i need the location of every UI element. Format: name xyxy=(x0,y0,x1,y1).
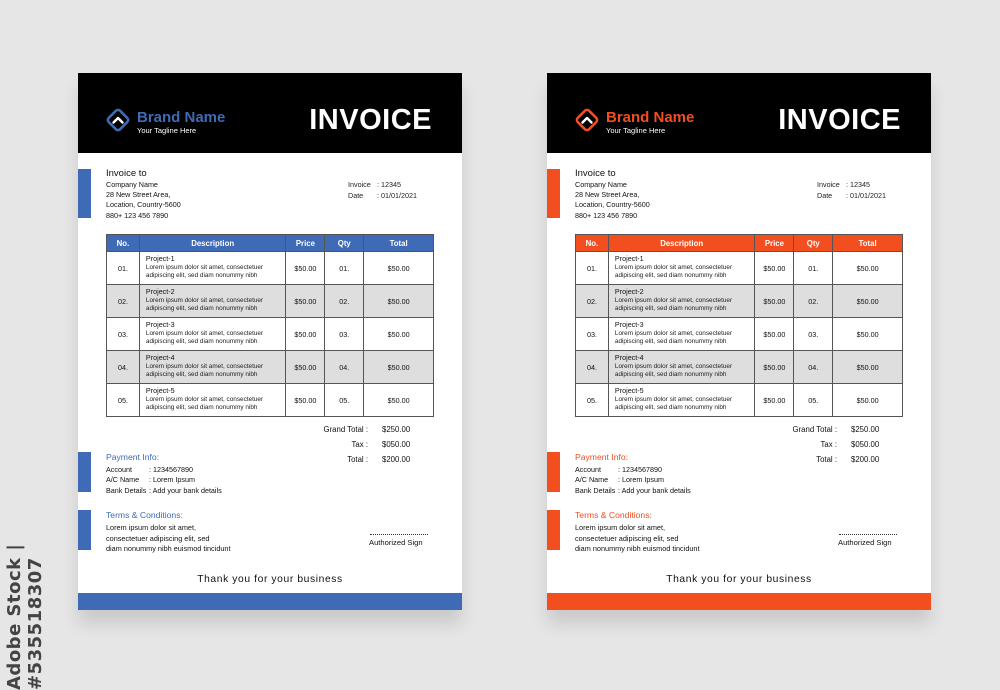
invoice-header xyxy=(547,73,931,153)
table-row xyxy=(576,384,903,417)
header-qty: Qty xyxy=(794,235,833,252)
invoice-to-heading: Invoice to xyxy=(575,168,616,179)
terms-line: Lorem ipsum dolor sit amet, xyxy=(106,523,197,532)
accent-bar xyxy=(547,169,560,218)
row-description xyxy=(608,285,755,318)
payment-info xyxy=(106,452,222,496)
row-price: $50.00 xyxy=(286,285,325,318)
row-total: $50.00 xyxy=(833,318,903,351)
tax-value: $050.00 xyxy=(851,440,880,449)
invoice-number-value: : 12345 xyxy=(846,180,870,189)
project-desc: adipiscing elit, sed diam nonummy nibh xyxy=(145,371,258,379)
row-price: $50.00 xyxy=(286,384,325,417)
row-no: 01. xyxy=(107,252,140,285)
invoice-to-block xyxy=(575,168,650,221)
row-qty: 02. xyxy=(325,285,364,318)
row-no: 04. xyxy=(107,351,140,384)
project-desc: adipiscing elit, sed diam nonummy nibh xyxy=(145,272,258,280)
bank-label: Bank Details xyxy=(106,485,147,495)
row-description xyxy=(139,351,286,384)
invoice-to-block xyxy=(106,168,181,221)
bank-value: : Add your bank details xyxy=(618,485,691,495)
row-no: 03. xyxy=(107,318,140,351)
project-desc: adipiscing elit, sed diam nonummy nibh xyxy=(145,404,258,412)
account-value: : 1234567890 xyxy=(618,465,662,474)
terms-line: Lorem ipsum dolor sit amet, xyxy=(575,523,666,532)
row-description xyxy=(608,318,755,351)
street-address: 28 New Street Area, xyxy=(575,190,640,200)
accent-bar xyxy=(78,169,91,218)
row-qty: 01. xyxy=(325,252,364,285)
signature-label: Authorized Sign xyxy=(838,538,892,547)
row-description xyxy=(608,351,755,384)
row-qty: 05. xyxy=(325,384,364,417)
signature-line xyxy=(370,534,428,535)
row-qty: 03. xyxy=(794,318,833,351)
project-desc: adipiscing elit, sed diam nonummy nibh xyxy=(614,338,727,346)
row-qty: 04. xyxy=(325,351,364,384)
row-price: $50.00 xyxy=(755,318,794,351)
location: Location, Country-5600 xyxy=(575,200,650,210)
row-description xyxy=(139,318,286,351)
header-price: Price xyxy=(755,235,794,252)
row-no: 03. xyxy=(576,318,609,351)
row-total: $50.00 xyxy=(364,252,434,285)
row-description xyxy=(608,252,755,285)
row-qty: 04. xyxy=(794,351,833,384)
date-value: : 01/01/2021 xyxy=(377,190,417,200)
table-row xyxy=(576,351,903,384)
project-desc: adipiscing elit, sed diam nonummy nibh xyxy=(145,338,258,346)
row-no: 05. xyxy=(576,384,609,417)
phone: 880+ 123 456 7890 xyxy=(106,210,169,220)
row-total: $50.00 xyxy=(364,318,434,351)
terms-block xyxy=(575,510,700,555)
accent-bar xyxy=(547,452,560,492)
row-total: $50.00 xyxy=(833,285,903,318)
invoice-to-heading: Invoice to xyxy=(106,168,147,179)
project-desc: adipiscing elit, sed diam nonummy nibh xyxy=(614,404,727,412)
terms-line: diam nonummy nibh euismod tincidunt xyxy=(106,544,231,553)
project-name: Project-2 xyxy=(145,287,175,297)
payment-info xyxy=(575,452,691,496)
row-total: $50.00 xyxy=(833,384,903,417)
row-qty: 02. xyxy=(794,285,833,318)
row-qty: 03. xyxy=(325,318,364,351)
project-name: Project-5 xyxy=(145,386,175,396)
thank-you-message: Thank you for your business xyxy=(666,574,812,585)
row-price: $50.00 xyxy=(755,252,794,285)
row-price: $50.00 xyxy=(286,318,325,351)
grand-total-value: $250.00 xyxy=(382,425,411,434)
row-price: $50.00 xyxy=(755,384,794,417)
grand-total-label: Grand Total : xyxy=(792,425,837,434)
company-name: Company Name xyxy=(106,180,158,189)
payment-heading: Payment Info: xyxy=(575,452,629,462)
items-table xyxy=(106,234,434,417)
project-name: Project-1 xyxy=(145,254,175,264)
row-description xyxy=(139,384,286,417)
table-row xyxy=(576,318,903,351)
bank-value: : Add your bank details xyxy=(149,485,222,495)
table-row xyxy=(107,384,434,417)
project-desc: Lorem ipsum dolor sit amet, consectetuer xyxy=(145,263,264,271)
row-total: $50.00 xyxy=(364,351,434,384)
project-name: Project-3 xyxy=(614,320,644,330)
project-desc: Lorem ipsum dolor sit amet, consectetuer xyxy=(614,362,733,370)
header-no: No. xyxy=(107,235,140,252)
row-no: 01. xyxy=(576,252,609,285)
row-price: $50.00 xyxy=(755,285,794,318)
invoice-number-label: Invoice xyxy=(348,180,371,189)
project-desc: Lorem ipsum dolor sit amet, consectetuer xyxy=(145,329,264,337)
total-label: Total : xyxy=(347,455,368,464)
grand-total-label: Grand Total : xyxy=(323,425,368,434)
location: Location, Country-5600 xyxy=(106,200,181,210)
terms-line: consectetuer adipiscing elit, sed xyxy=(575,533,679,543)
invoice-page-orange xyxy=(547,73,931,610)
tax-label: Tax : xyxy=(820,440,837,449)
project-name: Project-3 xyxy=(145,320,175,330)
account-label: Account xyxy=(106,465,132,474)
invoice-meta xyxy=(348,180,417,201)
signature-label: Authorized Sign xyxy=(369,538,423,547)
project-desc: adipiscing elit, sed diam nonummy nibh xyxy=(614,272,727,280)
project-desc: Lorem ipsum dolor sit amet, consectetuer xyxy=(614,263,733,271)
row-description xyxy=(139,252,286,285)
terms-heading: Terms & Conditions: xyxy=(106,510,183,520)
brand-tagline: Your Tagline Here xyxy=(606,126,666,135)
row-no: 02. xyxy=(576,285,609,318)
header-total: Total xyxy=(364,235,434,252)
project-name: Project-4 xyxy=(614,353,644,363)
row-total: $50.00 xyxy=(833,252,903,285)
stock-id-watermark: Adobe Stock | #535518307 xyxy=(4,543,46,690)
tax-value: $050.00 xyxy=(382,440,411,449)
table-row xyxy=(576,285,903,318)
row-qty: 05. xyxy=(794,384,833,417)
header-total: Total xyxy=(833,235,903,252)
totals-block xyxy=(304,422,414,467)
acname-label: A/C Name xyxy=(106,475,140,485)
header-no: No. xyxy=(576,235,609,252)
company-name: Company Name xyxy=(575,180,627,189)
header-description: Description xyxy=(139,235,286,252)
table-row xyxy=(107,285,434,318)
row-no: 04. xyxy=(576,351,609,384)
table-row xyxy=(576,252,903,285)
header-qty: Qty xyxy=(325,235,364,252)
invoice-title: INVOICE xyxy=(778,104,901,136)
row-total: $50.00 xyxy=(833,351,903,384)
row-price: $50.00 xyxy=(286,252,325,285)
project-desc: Lorem ipsum dolor sit amet, consectetuer xyxy=(145,296,264,304)
accent-bar xyxy=(78,510,91,550)
project-desc: Lorem ipsum dolor sit amet, consectetuer xyxy=(145,395,264,403)
row-no: 05. xyxy=(107,384,140,417)
total-label: Total : xyxy=(816,455,837,464)
row-description xyxy=(608,384,755,417)
header-price: Price xyxy=(286,235,325,252)
project-desc: Lorem ipsum dolor sit amet, consectetuer xyxy=(614,329,733,337)
brand-logo-icon xyxy=(105,107,131,133)
accent-bar xyxy=(78,452,91,492)
table-row xyxy=(107,351,434,384)
row-price: $50.00 xyxy=(286,351,325,384)
tax-label: Tax : xyxy=(351,440,368,449)
date-value: : 01/01/2021 xyxy=(846,190,886,200)
table-row xyxy=(107,252,434,285)
payment-heading: Payment Info: xyxy=(106,452,160,462)
account-value: : 1234567890 xyxy=(149,465,193,474)
project-desc: adipiscing elit, sed diam nonummy nibh xyxy=(145,305,258,313)
terms-heading: Terms & Conditions: xyxy=(575,510,652,520)
accent-bar xyxy=(547,510,560,550)
total-value: $200.00 xyxy=(851,455,880,464)
terms-line: diam nonummy nibh euismod tincidunt xyxy=(575,544,700,553)
row-qty: 01. xyxy=(794,252,833,285)
acname-label: A/C Name xyxy=(575,475,609,485)
invoice-header xyxy=(78,73,462,153)
footer-bar xyxy=(547,593,931,610)
project-name: Project-1 xyxy=(614,254,644,264)
items-table xyxy=(575,234,903,417)
acname-value: : Lorem Ipsum xyxy=(149,475,195,485)
brand-name: Brand Name xyxy=(606,109,695,126)
brand-name: Brand Name xyxy=(137,109,226,126)
signature-line xyxy=(839,534,897,535)
thank-you-message: Thank you for your business xyxy=(197,574,343,585)
account-label: Account xyxy=(575,465,601,474)
date-label: Date xyxy=(817,190,833,200)
row-total: $50.00 xyxy=(364,285,434,318)
project-desc: Lorem ipsum dolor sit amet, consectetuer xyxy=(614,296,733,304)
acname-value: : Lorem Ipsum xyxy=(618,475,664,485)
terms-block xyxy=(106,510,231,555)
terms-line: consectetuer adipiscing elit, sed xyxy=(106,533,210,543)
grand-total-value: $250.00 xyxy=(851,425,880,434)
date-label: Date xyxy=(348,190,364,200)
footer-bar xyxy=(78,593,462,610)
row-description xyxy=(139,285,286,318)
brand-logo-icon xyxy=(574,107,600,133)
invoice-title: INVOICE xyxy=(309,104,432,136)
invoice-page-blue xyxy=(78,73,462,610)
phone: 880+ 123 456 7890 xyxy=(575,210,638,220)
row-no: 02. xyxy=(107,285,140,318)
row-price: $50.00 xyxy=(755,351,794,384)
street-address: 28 New Street Area, xyxy=(106,190,171,200)
project-desc: adipiscing elit, sed diam nonummy nibh xyxy=(614,305,727,313)
header-description: Description xyxy=(608,235,755,252)
project-name: Project-4 xyxy=(145,353,175,363)
total-value: $200.00 xyxy=(382,455,411,464)
brand-tagline: Your Tagline Here xyxy=(137,126,197,135)
totals-block xyxy=(773,422,883,467)
project-name: Project-5 xyxy=(614,386,644,396)
project-name: Project-2 xyxy=(614,287,644,297)
invoice-number-value: : 12345 xyxy=(377,180,401,189)
invoice-meta xyxy=(817,180,886,201)
row-total: $50.00 xyxy=(364,384,434,417)
project-desc: Lorem ipsum dolor sit amet, consectetuer xyxy=(145,362,264,370)
project-desc: Lorem ipsum dolor sit amet, consectetuer xyxy=(614,395,733,403)
table-row xyxy=(107,318,434,351)
invoice-number-label: Invoice xyxy=(817,180,840,189)
project-desc: adipiscing elit, sed diam nonummy nibh xyxy=(614,371,727,379)
bank-label: Bank Details xyxy=(575,485,616,495)
